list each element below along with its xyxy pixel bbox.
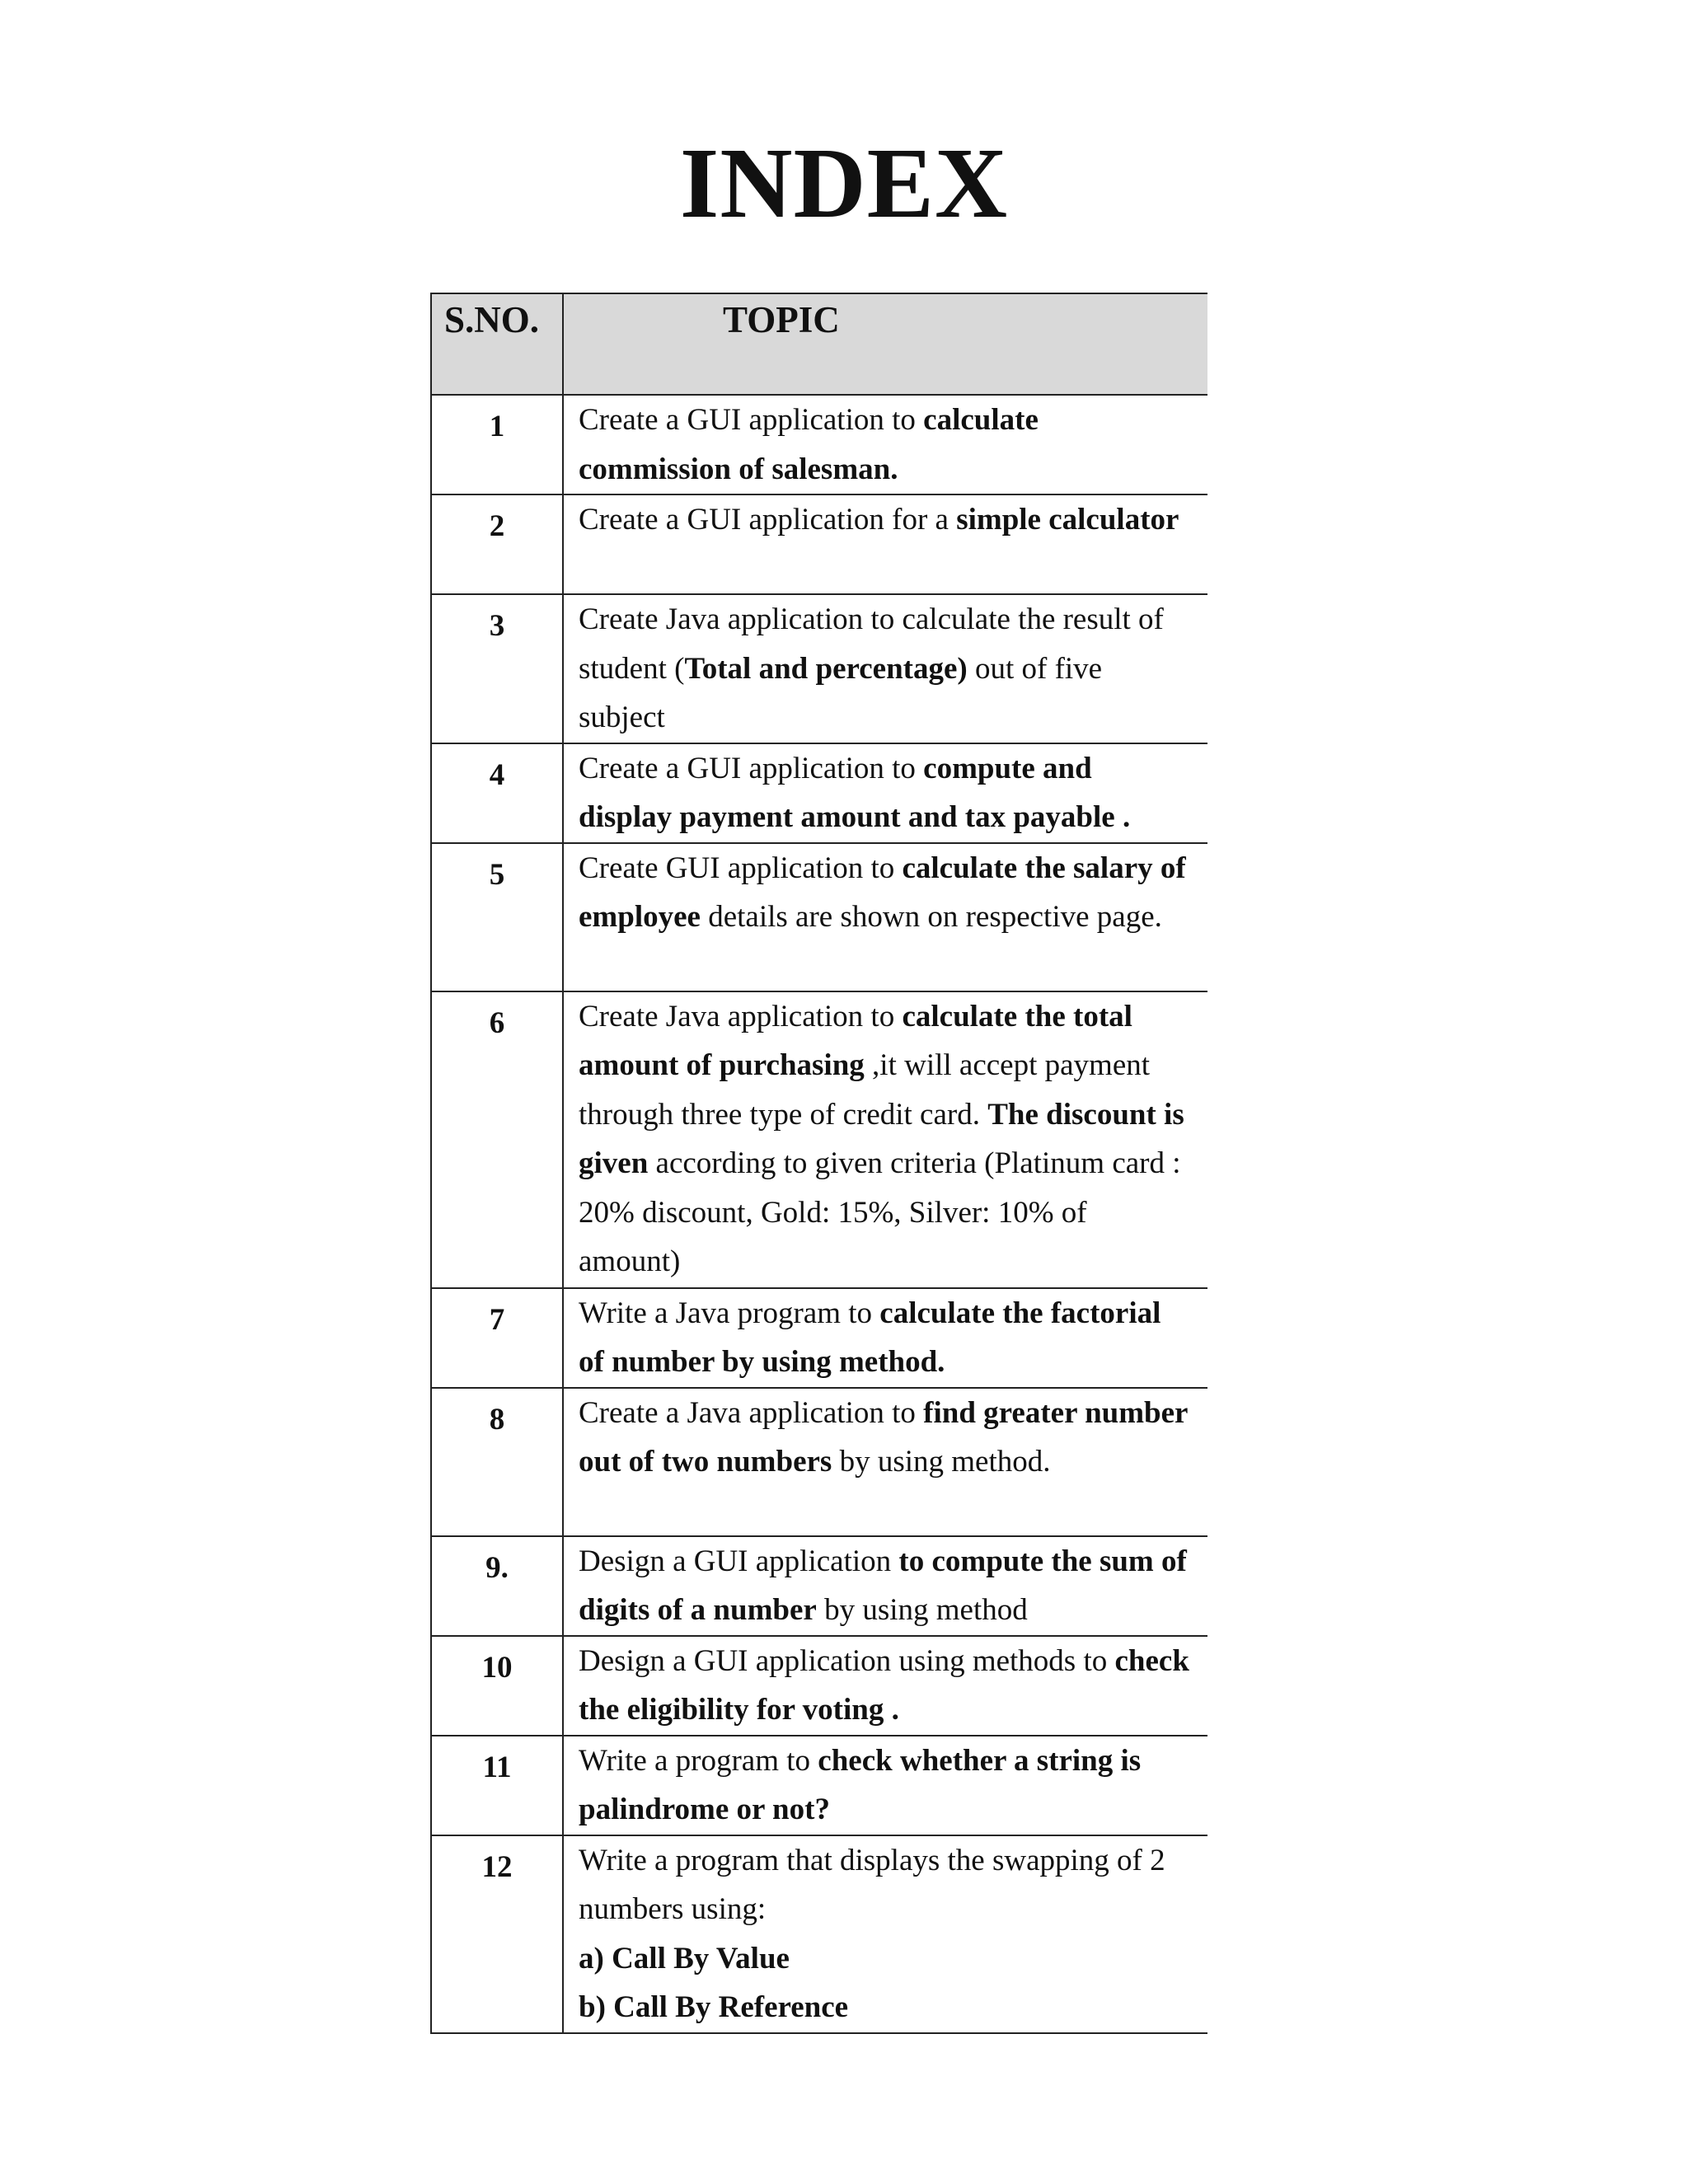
topic-text: ,it will accept payment through three type of credit card.	[579, 1048, 1151, 1132]
table-row	[431, 843, 1207, 991]
row-topic	[563, 1736, 1207, 1835]
topic-bold-text: check the eligibility for voting .	[579, 1643, 1189, 1727]
row-topic	[563, 1636, 1207, 1736]
row-sno: 4	[431, 743, 563, 843]
row-topic	[563, 743, 1207, 843]
row-sno: 1	[431, 395, 563, 494]
table-body	[431, 395, 1207, 2033]
table-row	[431, 1636, 1207, 1736]
topic-text: Create Java application to calculate the result of student (	[579, 602, 1164, 686]
topic-text: by using method.	[832, 1445, 1051, 1479]
topic-text: Write a program that displays the swapping of 2 numbers using:	[579, 1843, 1165, 1926]
table-row	[431, 991, 1207, 1288]
table-row	[431, 494, 1207, 594]
topic-bold-text: calculate the salary of employee	[579, 851, 1186, 934]
topic-text: Create a GUI application to	[579, 403, 924, 437]
topic-bold-text: simple calculator	[956, 503, 1179, 537]
topic-text: Write a Java program to	[579, 1296, 880, 1330]
row-sno: 2	[431, 494, 563, 594]
topic-text: by using method	[816, 1593, 1028, 1627]
row-sno: 3	[431, 594, 563, 743]
topic-text: out of five subject	[579, 651, 1103, 734]
row-topic	[563, 1536, 1207, 1636]
table-row	[431, 1835, 1207, 2033]
topic-bold-text: calculate the total amount of purchasing	[579, 999, 1132, 1082]
topic-bold-text: compute and display payment amount and tax payable .	[579, 751, 1131, 834]
topic-text: Create a Java application to	[579, 1395, 924, 1430]
topic-text: according to given criteria (Platinum card : 20% discount, Gold: 15%, Silver: 10% of amount)	[579, 1146, 1181, 1278]
topic-text: details are shown on respective page.	[700, 900, 1162, 934]
row-topic	[563, 843, 1207, 991]
row-sno: 5	[431, 843, 563, 991]
row-sno: 12	[431, 1835, 563, 2033]
topic-bold-text: Total and percentage)	[684, 651, 968, 686]
table-row	[431, 743, 1207, 843]
row-topic	[563, 1388, 1207, 1536]
table-row	[431, 1536, 1207, 1636]
header-topic: TOPIC	[563, 293, 1207, 395]
row-sno: 9.	[431, 1536, 563, 1636]
row-topic	[563, 395, 1207, 494]
table-header-row	[431, 293, 1207, 395]
table-row	[431, 1736, 1207, 1835]
topic-text: Create Java application to	[579, 999, 903, 1033]
header-sno: S.NO.	[431, 293, 563, 395]
row-topic	[563, 594, 1207, 743]
topic-bold-text: calculate commission of salesman.	[579, 403, 1039, 486]
row-topic	[563, 1835, 1207, 2033]
topic-bold-text: a) Call By Value	[579, 1941, 790, 1975]
row-sno: 7	[431, 1288, 563, 1388]
topic-bold-text: find greater number out of two numbers	[579, 1395, 1188, 1479]
row-topic	[563, 1288, 1207, 1388]
row-sno: 11	[431, 1736, 563, 1835]
topic-bold-text: calculate the factorial of number by using method.	[579, 1296, 1161, 1379]
row-topic	[563, 991, 1207, 1288]
topic-bold-text: check whether a string is palindrome or not?	[579, 1743, 1142, 1826]
topic-text: Design a GUI application	[579, 1544, 899, 1578]
index-table	[430, 293, 1207, 2034]
row-topic	[563, 494, 1207, 594]
table-row	[431, 1388, 1207, 1536]
topic-text: Create GUI application to	[579, 851, 903, 885]
page-title: INDEX	[679, 128, 1009, 239]
topic-bold-text: The discount is given	[579, 1097, 1184, 1180]
topic-text: Design a GUI application using methods to	[579, 1643, 1115, 1678]
row-sno: 8	[431, 1388, 563, 1536]
row-sno: 10	[431, 1636, 563, 1736]
topic-text: Create a GUI application to	[579, 751, 924, 785]
row-sno: 6	[431, 991, 563, 1288]
table-row	[431, 1288, 1207, 1388]
topic-text: Create a GUI application for a	[579, 503, 957, 537]
table-row	[431, 594, 1207, 743]
table-row	[431, 395, 1207, 494]
topic-bold-text: b) Call By Reference	[579, 1990, 849, 2024]
topic-text: Write a program to	[579, 1743, 818, 1778]
topic-bold-text: to compute the sum of digits of a number	[579, 1544, 1187, 1627]
